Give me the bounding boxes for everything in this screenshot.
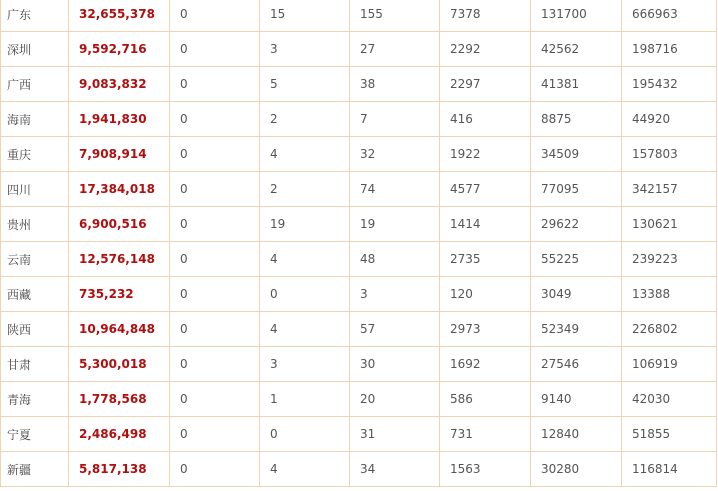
value-cell: 34 (350, 452, 440, 487)
value-cell: 27 (350, 32, 440, 67)
value-cell: 48 (350, 242, 440, 277)
value-cell: 195432 (622, 67, 717, 102)
value-cell: 4 (260, 312, 350, 347)
table-row (1, 207, 717, 242)
region-cell: 青海 (1, 382, 69, 417)
value-cell: 0 (170, 347, 260, 382)
value-cell: 1 (260, 382, 350, 417)
population-cell: 5,300,018 (69, 347, 170, 382)
value-cell: 106919 (622, 347, 717, 382)
value-cell: 5 (260, 67, 350, 102)
value-cell: 4 (260, 137, 350, 172)
population-cell: 735,232 (69, 277, 170, 312)
value-cell: 0 (170, 137, 260, 172)
region-cell: 四川 (1, 172, 69, 207)
value-cell: 198716 (622, 32, 717, 67)
region-cell: 深圳 (1, 32, 69, 67)
population-cell: 6,900,516 (69, 207, 170, 242)
region-cell: 广西 (1, 67, 69, 102)
table-body (1, 0, 717, 487)
region-cell: 新疆 (1, 452, 69, 487)
value-cell: 27546 (531, 347, 622, 382)
value-cell: 2292 (440, 32, 531, 67)
value-cell: 0 (170, 207, 260, 242)
value-cell: 0 (170, 242, 260, 277)
population-cell: 32,655,378 (69, 0, 170, 32)
table-row (1, 32, 717, 67)
value-cell: 0 (170, 0, 260, 32)
value-cell: 42562 (531, 32, 622, 67)
value-cell: 0 (170, 67, 260, 102)
value-cell: 416 (440, 102, 531, 137)
value-cell: 2735 (440, 242, 531, 277)
value-cell: 226802 (622, 312, 717, 347)
value-cell: 4577 (440, 172, 531, 207)
table-row (1, 417, 717, 452)
value-cell: 20 (350, 382, 440, 417)
value-cell: 1414 (440, 207, 531, 242)
value-cell: 342157 (622, 172, 717, 207)
table-row (1, 102, 717, 137)
region-cell: 宁夏 (1, 417, 69, 452)
region-cell: 广东 (1, 0, 69, 32)
value-cell: 41381 (531, 67, 622, 102)
value-cell: 3049 (531, 277, 622, 312)
value-cell: 2 (260, 172, 350, 207)
value-cell: 0 (260, 277, 350, 312)
value-cell: 77095 (531, 172, 622, 207)
table-row (1, 172, 717, 207)
table-row (1, 312, 717, 347)
value-cell: 2973 (440, 312, 531, 347)
value-cell: 3 (260, 347, 350, 382)
value-cell: 3 (260, 32, 350, 67)
value-cell: 19 (350, 207, 440, 242)
region-cell: 陕西 (1, 312, 69, 347)
value-cell: 0 (260, 417, 350, 452)
value-cell: 4 (260, 452, 350, 487)
value-cell: 29622 (531, 207, 622, 242)
population-cell: 10,964,848 (69, 312, 170, 347)
region-cell: 海南 (1, 102, 69, 137)
region-cell: 重庆 (1, 137, 69, 172)
region-cell: 西藏 (1, 277, 69, 312)
value-cell: 0 (170, 102, 260, 137)
value-cell: 15 (260, 0, 350, 32)
value-cell: 12840 (531, 417, 622, 452)
value-cell: 0 (170, 452, 260, 487)
value-cell: 55225 (531, 242, 622, 277)
value-cell: 130621 (622, 207, 717, 242)
population-cell: 5,817,138 (69, 452, 170, 487)
population-cell: 9,592,716 (69, 32, 170, 67)
value-cell: 239223 (622, 242, 717, 277)
value-cell: 8875 (531, 102, 622, 137)
population-cell: 17,384,018 (69, 172, 170, 207)
value-cell: 116814 (622, 452, 717, 487)
value-cell: 30280 (531, 452, 622, 487)
value-cell: 74 (350, 172, 440, 207)
value-cell: 1563 (440, 452, 531, 487)
value-cell: 120 (440, 277, 531, 312)
value-cell: 7 (350, 102, 440, 137)
value-cell: 666963 (622, 0, 717, 32)
value-cell: 4 (260, 242, 350, 277)
value-cell: 0 (170, 32, 260, 67)
value-cell: 13388 (622, 277, 717, 312)
value-cell: 7378 (440, 0, 531, 32)
table-row (1, 277, 717, 312)
population-cell: 1,941,830 (69, 102, 170, 137)
value-cell: 0 (170, 172, 260, 207)
table-row (1, 137, 717, 172)
table-row (1, 347, 717, 382)
value-cell: 42030 (622, 382, 717, 417)
population-cell: 7,908,914 (69, 137, 170, 172)
value-cell: 19 (260, 207, 350, 242)
value-cell: 0 (170, 312, 260, 347)
table-row (1, 382, 717, 417)
region-cell: 贵州 (1, 207, 69, 242)
value-cell: 31 (350, 417, 440, 452)
population-cell: 9,083,832 (69, 67, 170, 102)
table-row (1, 67, 717, 102)
region-cell: 甘肃 (1, 347, 69, 382)
value-cell: 32 (350, 137, 440, 172)
value-cell: 0 (170, 382, 260, 417)
region-cell: 云南 (1, 242, 69, 277)
value-cell: 0 (170, 417, 260, 452)
value-cell: 44920 (622, 102, 717, 137)
table-row (1, 242, 717, 277)
value-cell: 157803 (622, 137, 717, 172)
value-cell: 1922 (440, 137, 531, 172)
value-cell: 51855 (622, 417, 717, 452)
value-cell: 3 (350, 277, 440, 312)
population-cell: 1,778,568 (69, 382, 170, 417)
value-cell: 1692 (440, 347, 531, 382)
value-cell: 38 (350, 67, 440, 102)
value-cell: 2297 (440, 67, 531, 102)
table-row (1, 452, 717, 487)
value-cell: 0 (170, 277, 260, 312)
value-cell: 34509 (531, 137, 622, 172)
value-cell: 731 (440, 417, 531, 452)
value-cell: 30 (350, 347, 440, 382)
population-cell: 2,486,498 (69, 417, 170, 452)
value-cell: 57 (350, 312, 440, 347)
value-cell: 9140 (531, 382, 622, 417)
value-cell: 52349 (531, 312, 622, 347)
table-row (1, 0, 717, 32)
value-cell: 586 (440, 382, 531, 417)
population-cell: 12,576,148 (69, 242, 170, 277)
value-cell: 2 (260, 102, 350, 137)
value-cell: 131700 (531, 0, 622, 32)
value-cell: 155 (350, 0, 440, 32)
